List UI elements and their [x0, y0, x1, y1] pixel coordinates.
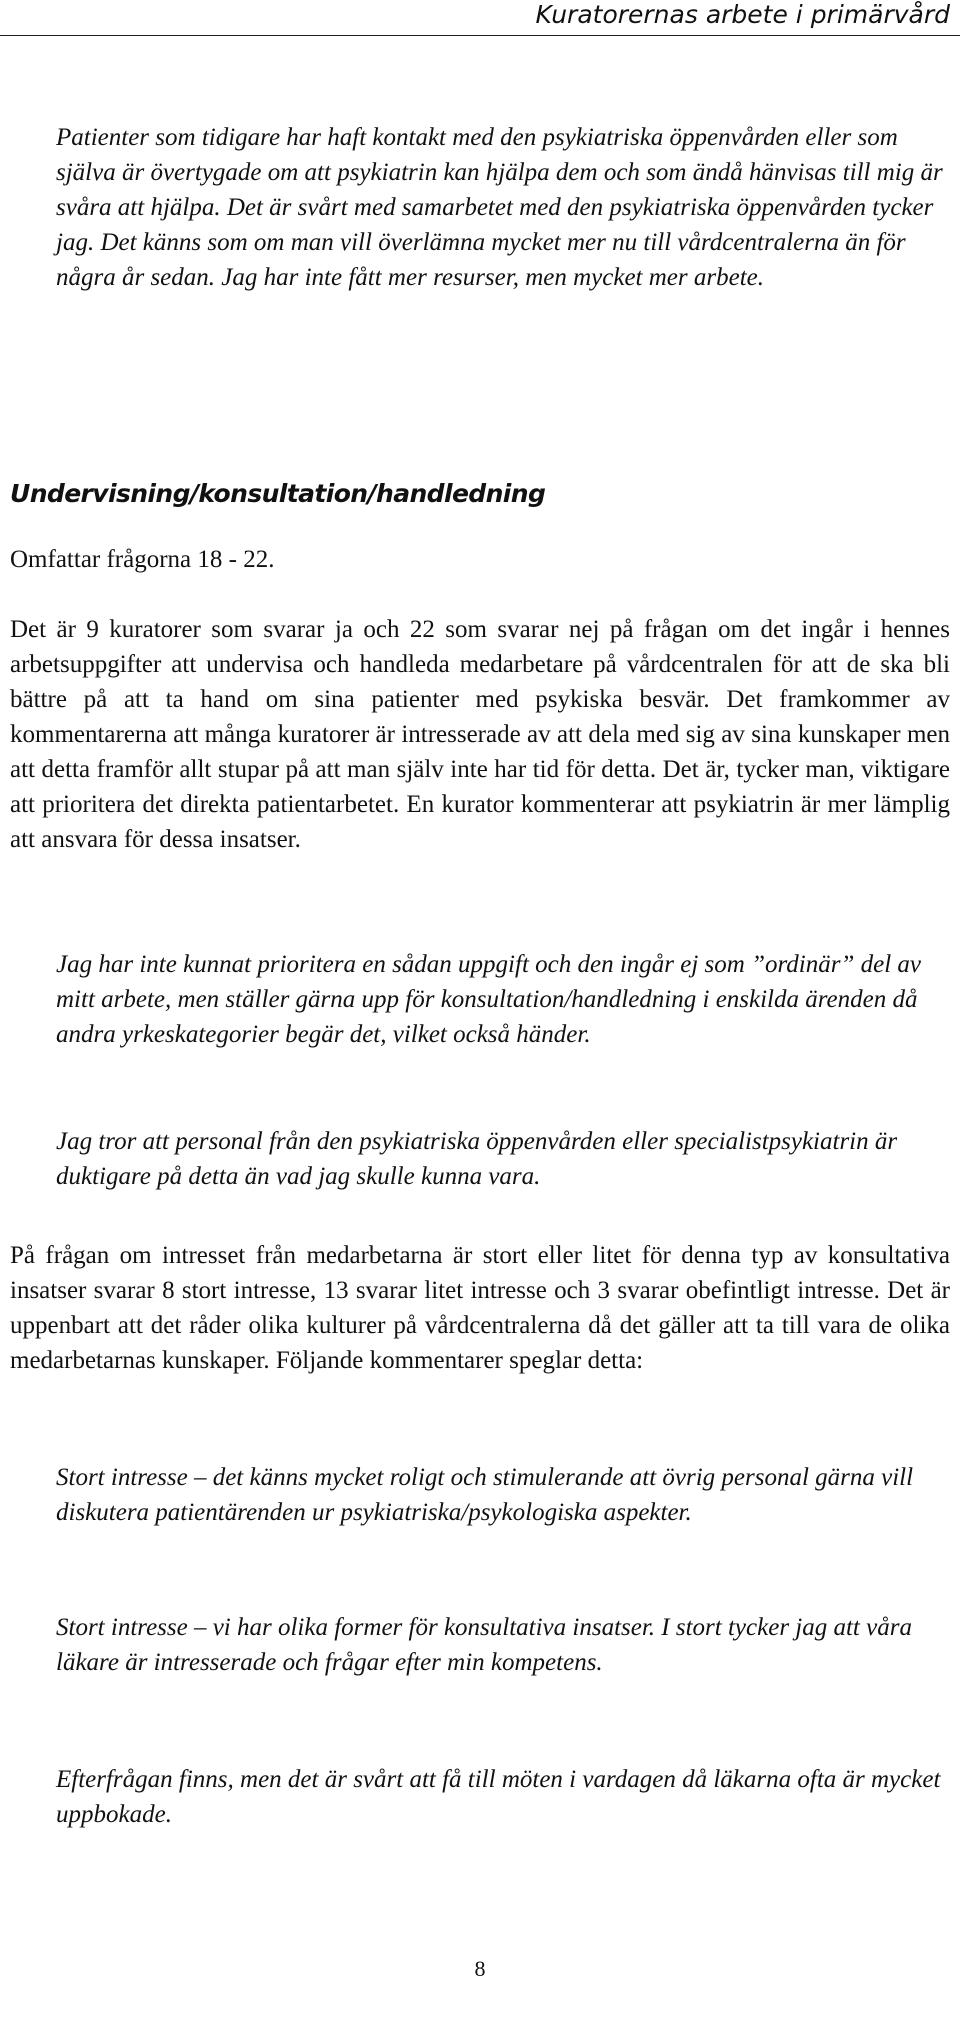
body-paragraph: Det är 9 kuratorer som svarar ja och 22 som svarar nej på frågan om det ingår i hennes arbetsuppgifter att undervisa och handleda medarbetare på vårdcentralen för att de ska bli bättre på att ta hand om sina patienter med psykiska besvär. Det framkommer av kommentarerna att många kuratorer är intresserade av att dela med sig av sina kunskaper men att detta framför allt stupar på att man själv inte har tid för detta. Det är, tycker man, viktigare att prioritera det direkta patientarbetet. En kurator kommenterar att psykiatrin är mer lämplig att ansvara för dessa insatser.	[10, 616, 950, 853]
quote: Jag har inte kunnat prioritera en sådan uppgift och den ingår ej som ”ordinär” del av mitt arbete, men ställer gärna upp för konsultation/handledning i enskilda ärenden då andra yrkeskategorier begär det, vilket också händer.	[56, 951, 922, 1048]
quote-intro: Patienter som tidigare har haft kontakt med den psykiatriska öppenvården eller som själva är övertygade om att psykiatrin kan hjälpa dem och som ändå hänvisas till mig är svåra att hjälpa. Det är svårt med samarbetet med den psykiatriska öppenvården tycker jag. Det känns som om man vill överlämna mycket mer nu till vårdcentralerna än för några år sedan. Jag har inte fått mer resurser, men mycket mer arbete.	[56, 124, 943, 291]
body-paragraph: På frågan om intresset från medarbetarna är stort eller litet för denna typ av konsultativa insatser svarar 8 stort intresse, 13 svarar litet intresse och 3 svarar obefintligt intresse. Det är uppenbart att det råder olika kulturer på vårdcentralerna då det gäller att ta till vara de olika medarbetarnas kunskaper. Följande kommentarer speglar detta:	[10, 1242, 950, 1374]
page-number: 8	[474, 1956, 486, 1981]
quote: Efterfrågan finns, men det är svårt att få till möten i vardagen då läkarna ofta är mycket uppbokade.	[56, 1766, 941, 1828]
section-heading: Undervisning/konsultation/handledning	[10, 479, 546, 508]
running-header: Kuratorernas arbete i primärvård	[535, 0, 950, 29]
section-subtitle: Omfattar frågorna 18 - 22.	[10, 546, 275, 573]
quote: Stort intresse – vi har olika former för konsultativa insatser. I stort tycker jag att våra läkare är intresserade och frågar efter min kompetens.	[56, 1614, 912, 1676]
quote: Stort intresse – det känns mycket roligt och stimulerande att övrig personal gärna vill diskutera patientärenden ur psykiatriska/psykologiska aspekter.	[56, 1464, 914, 1526]
header-divider	[0, 35, 960, 36]
quote: Jag tror att personal från den psykiatriska öppenvården eller specialistpsykiatrin är duktigare på detta än vad jag skulle kunna vara.	[56, 1128, 898, 1190]
